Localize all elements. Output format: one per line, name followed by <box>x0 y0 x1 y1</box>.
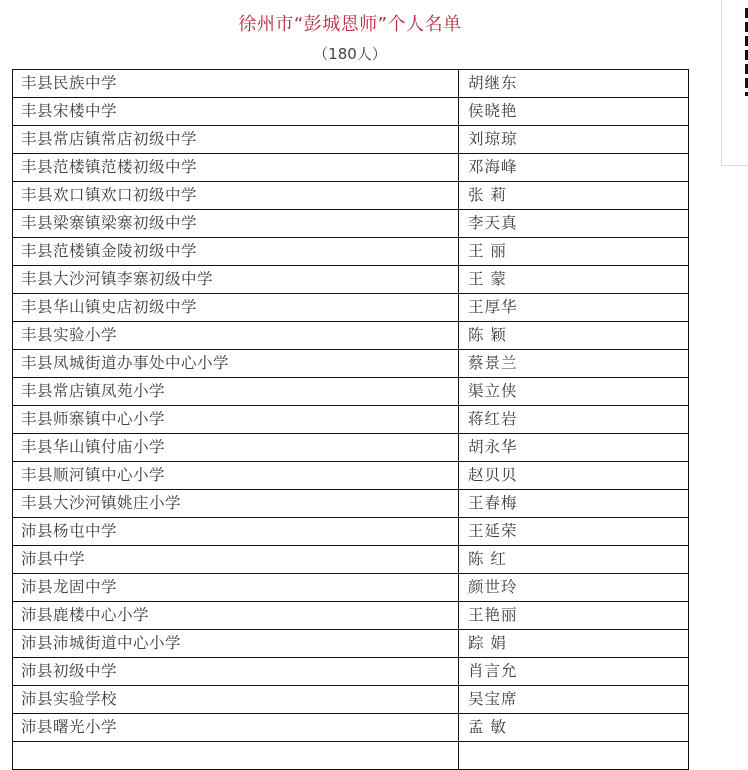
table-row <box>13 546 689 574</box>
school-cell: 丰县范楼镇金陵初级中学 <box>13 238 459 266</box>
teacher-name-cell: 吴宝席 <box>459 686 689 714</box>
teacher-name-cell: 王 蒙 <box>459 266 689 294</box>
school-cell: 沛县初级中学 <box>13 658 459 686</box>
school-cell: 沛县龙固中学 <box>13 574 459 602</box>
school-cell: 丰县常店镇凤苑小学 <box>13 378 459 406</box>
teacher-name-cell: 王延荣 <box>459 518 689 546</box>
honoree-table <box>12 69 689 770</box>
table-row <box>13 742 689 770</box>
table-row <box>13 126 689 154</box>
teacher-name-cell: 王春梅 <box>459 490 689 518</box>
table-row <box>13 574 689 602</box>
school-cell: 丰县师寨镇中心小学 <box>13 406 459 434</box>
table-row <box>13 182 689 210</box>
teacher-name-cell: 踪 娟 <box>459 630 689 658</box>
school-cell: 丰县凤城街道办事处中心小学 <box>13 350 459 378</box>
table-row <box>13 462 689 490</box>
table-row <box>13 210 689 238</box>
school-cell: 丰县实验小学 <box>13 322 459 350</box>
table-row <box>13 98 689 126</box>
teacher-name-cell: 孟 敏 <box>459 714 689 742</box>
school-cell: 丰县欢口镇欢口初级中学 <box>13 182 459 210</box>
table-row <box>13 266 689 294</box>
school-cell: 丰县范楼镇范楼初级中学 <box>13 154 459 182</box>
teacher-name-cell: 陈 红 <box>459 546 689 574</box>
school-cell: 丰县华山镇史店初级中学 <box>13 294 459 322</box>
teacher-name-cell: 颜世玲 <box>459 574 689 602</box>
page-subtitle-count: （180人） <box>313 45 387 63</box>
teacher-name-cell: 渠立侠 <box>459 378 689 406</box>
teacher-name-cell: 胡永华 <box>459 434 689 462</box>
teacher-name-cell: 肖言允 <box>459 658 689 686</box>
school-cell: 沛县中学 <box>13 546 459 574</box>
teacher-name-cell: 张 莉 <box>459 182 689 210</box>
school-cell: 沛县沛城街道中心小学 <box>13 630 459 658</box>
table-row <box>13 350 689 378</box>
table-row <box>13 154 689 182</box>
school-cell: 沛县曙光小学 <box>13 714 459 742</box>
table-row <box>13 406 689 434</box>
table-row <box>13 630 689 658</box>
school-cell: 沛县鹿楼中心小学 <box>13 602 459 630</box>
school-cell: 沛县实验学校 <box>13 686 459 714</box>
table-row <box>13 714 689 742</box>
table-row <box>13 378 689 406</box>
teacher-name-cell: 侯晓艳 <box>459 98 689 126</box>
page-title: 徐州市“彭城恩师”个人名单 <box>238 14 462 35</box>
school-cell <box>13 742 459 770</box>
table-row <box>13 238 689 266</box>
teacher-name-cell: 刘琼琼 <box>459 126 689 154</box>
teacher-name-cell: 王 丽 <box>459 238 689 266</box>
teacher-name-cell: 邓海峰 <box>459 154 689 182</box>
teacher-name-cell: 陈 颖 <box>459 322 689 350</box>
table-row <box>13 686 689 714</box>
teacher-name-cell <box>459 742 689 770</box>
table-row <box>13 602 689 630</box>
table-row <box>13 434 689 462</box>
school-cell: 丰县常店镇常店初级中学 <box>13 126 459 154</box>
teacher-name-cell: 王艳丽 <box>459 602 689 630</box>
school-cell: 丰县顺河镇中心小学 <box>13 462 459 490</box>
teacher-name-cell: 李天真 <box>459 210 689 238</box>
school-cell: 丰县华山镇付庙小学 <box>13 434 459 462</box>
teacher-name-cell: 蒋红岩 <box>459 406 689 434</box>
teacher-name-cell: 王厚华 <box>459 294 689 322</box>
table-row <box>13 658 689 686</box>
table-row <box>13 70 689 98</box>
table-body <box>13 70 689 770</box>
table-row <box>13 518 689 546</box>
teacher-name-cell: 赵贝贝 <box>459 462 689 490</box>
side-panel <box>721 0 748 166</box>
teacher-name-cell: 胡继东 <box>459 70 689 98</box>
school-cell: 丰县宋楼中学 <box>13 98 459 126</box>
school-cell: 丰县民族中学 <box>13 70 459 98</box>
table-row <box>13 490 689 518</box>
school-cell: 丰县大沙河镇姚庄小学 <box>13 490 459 518</box>
table-row <box>13 322 689 350</box>
teacher-name-cell: 蔡景兰 <box>459 350 689 378</box>
school-cell: 丰县梁寨镇梁寨初级中学 <box>13 210 459 238</box>
school-cell: 沛县杨屯中学 <box>13 518 459 546</box>
school-cell: 丰县大沙河镇李寨初级中学 <box>13 266 459 294</box>
table-row <box>13 294 689 322</box>
